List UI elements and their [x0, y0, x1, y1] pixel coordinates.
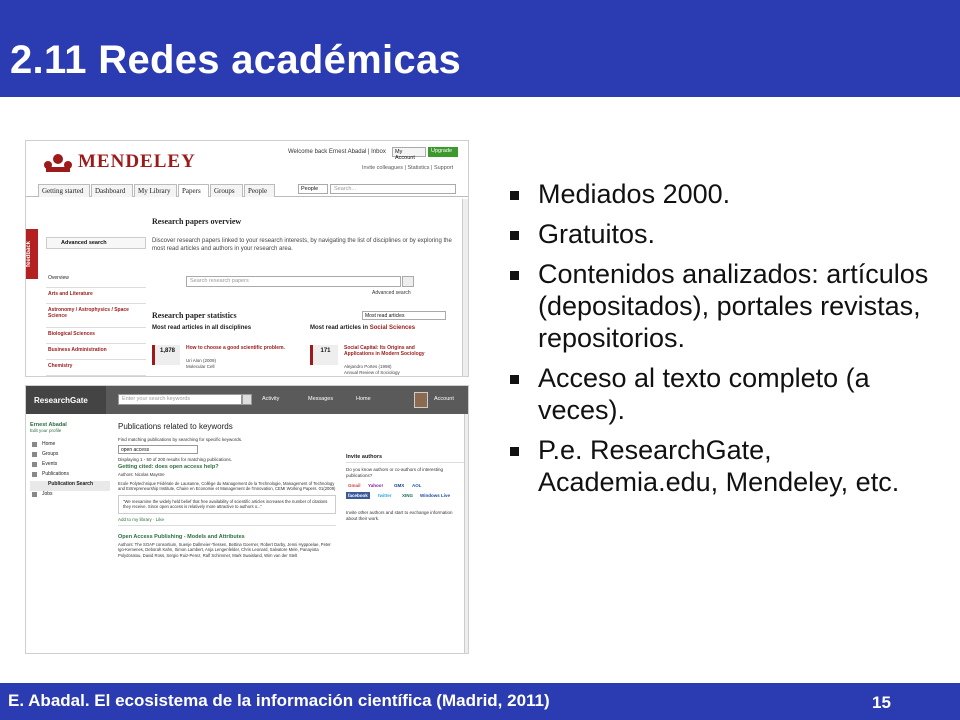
rg-sidebar: [30, 422, 110, 501]
most-read-select[interactable]: Most read articles: [362, 311, 446, 320]
aol-icon[interactable]: AOL: [412, 483, 422, 488]
bullet-marker: [510, 447, 519, 456]
discipline-list: [46, 272, 146, 376]
bullet-text: Acceso al texto completo (a veces).: [538, 363, 870, 425]
advanced-search-link[interactable]: Advanced search: [372, 290, 411, 296]
bullet-marker: [510, 375, 519, 384]
stats-heading: Research paper statistics: [152, 311, 237, 320]
sidebar-item-arts[interactable]: Arts and Literature: [46, 288, 146, 304]
result-title[interactable]: Open Access Publishing - Models and Attributes: [118, 533, 245, 540]
tab-dashboard[interactable]: Dashboard: [91, 184, 133, 197]
title-band: [0, 0, 960, 97]
result-abstract: "We reexamine the widely held belief that free availability of scientific articles increases the number of citations they receive. Since open access is relatively more attractive to authors o...": [118, 495, 336, 514]
gmail-icon[interactable]: Gmail: [348, 483, 361, 488]
nav-activity[interactable]: Activity: [262, 396, 280, 402]
people-select[interactable]: People: [298, 184, 328, 194]
yahoo-icon[interactable]: Yahoo!: [368, 483, 384, 488]
tab-people[interactable]: People: [244, 184, 275, 197]
bullet-item: [508, 434, 948, 498]
page-number: 15: [872, 693, 891, 712]
bullet-item: [508, 362, 948, 426]
upgrade-button[interactable]: Upgrade: [428, 147, 458, 157]
search-icon[interactable]: [242, 394, 252, 405]
col-head-social: [310, 325, 415, 331]
result-title[interactable]: Getting cited: does open access help?: [118, 464, 219, 470]
paper-author: Uri Alon (2009): [186, 358, 217, 363]
search-papers-input[interactable]: Search research papers: [186, 276, 401, 287]
nav-messages[interactable]: Messages: [308, 396, 334, 402]
invite-panel: [346, 454, 464, 525]
paper-title[interactable]: Social Capital: Its Origins and Applications in Modern Sociology: [344, 345, 425, 357]
xing-icon[interactable]: XING: [402, 493, 414, 498]
paper-journal: Molecular Cell: [186, 364, 215, 369]
paper-author: Alejandro Portes (1998): [344, 364, 392, 369]
result-count: Displaying 1 - 50 of 200 results for matching publications.: [118, 457, 233, 462]
read-count: 171: [310, 345, 338, 365]
tab-my-library[interactable]: My Library: [134, 184, 177, 197]
invite-heading: Invite authors: [346, 454, 464, 463]
main-heading: Publications related to keywords: [118, 422, 233, 431]
keyword-input[interactable]: open access: [118, 445, 198, 454]
user-name[interactable]: Ernest Abadal: [30, 422, 67, 428]
researchgate-screenshot: [25, 385, 469, 654]
sidebar-item-biological[interactable]: Biological Sciences: [46, 328, 146, 344]
paper-title[interactable]: How to choose a good scientific problem.: [186, 345, 285, 351]
tab-papers[interactable]: Papers: [178, 184, 209, 197]
sidebar-item-chemistry[interactable]: Chemistry: [46, 360, 146, 376]
sidebar-item-events[interactable]: Events: [30, 461, 110, 471]
footer-band: [0, 683, 960, 720]
invite-links[interactable]: Invite colleagues | Statistics | Support: [362, 165, 454, 171]
welcome-text: Welcome back Ernest Abadal | Inbox: [288, 149, 386, 155]
sidebar-item-astronomy[interactable]: Astronomy / Astrophysics / Space Science: [46, 304, 146, 328]
my-account-select[interactable]: My Account: [392, 147, 426, 157]
scrollbar[interactable]: [462, 199, 469, 377]
windows-live-icon[interactable]: Windows Live: [420, 493, 450, 498]
search-icon[interactable]: [402, 276, 414, 287]
provider-logos: [346, 482, 464, 506]
gmx-icon[interactable]: GMX: [394, 483, 405, 488]
tab-getting-started[interactable]: Getting started: [38, 184, 90, 197]
rg-main: [118, 422, 336, 561]
sidebar-item-publication-search[interactable]: Publication Search: [30, 481, 110, 491]
footer-text: E. Abadal. El ecosistema de la información científica (Madrid, 2011): [8, 691, 550, 710]
mendeley-nav: [26, 181, 469, 197]
bullet-marker: [510, 231, 519, 240]
mendeley-screenshot: [25, 140, 469, 377]
sidebar-item-overview[interactable]: Overview: [46, 272, 146, 288]
bullet-text: P.e. ResearchGate, Academia.edu, Mendeley, etc.: [538, 435, 900, 497]
bullet-item: [508, 258, 948, 354]
advanced-search-box[interactable]: Advanced search: [46, 237, 146, 249]
overview-description: Discover research papers linked to your research interests, by navigating the list of disciplines or by exploring the most read articles and authors in your research area.: [152, 238, 452, 252]
result-actions[interactable]: Add to my library · Like: [118, 517, 336, 526]
rg-topbar: [26, 386, 469, 414]
sidebar-item-groups[interactable]: Groups: [30, 451, 110, 461]
scrollbar[interactable]: [464, 414, 469, 654]
result-authors: Authors: The SOAP consortium, Suenje Dallmeier-Tiessen, Bettina Goerner, Robert Darby, Jenni Hyppoelae, Peter Igo-Kemenes, Deborah Kahn, Simon Lambert, Anja Lengenfelder, Chris Leonard, Salvatore Mele, Panayiota Polydoratou, David Ross, Sergio Ruiz-Perez, Ralf Schimmer, Mark Swaisland, Wim van der Stelt: [118, 541, 331, 558]
col-head-prefix: Most read articles in: [310, 325, 369, 331]
invite-text: Do you know authors or co-authors of interesting publications?: [346, 467, 444, 478]
result-affiliation: Ecole Polytechnique Fédérale de Lausanne, Collège du Management de la Technologie, Management of Technology and Entrepreneurship Institute, Chaire en Economie et Management de l'Innovation, CEMI Working Papers. 01(2009): [118, 480, 336, 491]
mendeley-logo-text: MENDELEY: [78, 151, 196, 172]
main-description: Find matching publications by searching for specific keywords.: [118, 437, 243, 442]
slide-title: 2.11 Redes académicas: [10, 38, 462, 82]
col-head-all: Most read articles in all disciplines: [152, 325, 252, 331]
bullet-text: Contenidos analizados: artículos (depositados), portales revistas, repositorios.: [538, 259, 929, 353]
bullet-text: Mediados 2000.: [538, 179, 731, 209]
nav-account[interactable]: Account: [434, 396, 454, 402]
edit-profile-link[interactable]: Edit your profile: [30, 428, 62, 433]
sidebar-item-publications[interactable]: Publications: [30, 471, 110, 481]
overview-heading: Research papers overview: [152, 217, 242, 226]
rg-logo[interactable]: ResearchGate: [26, 386, 106, 414]
bullet-list: [508, 178, 948, 506]
mendeley-search-input[interactable]: Search...: [330, 184, 456, 194]
tab-groups[interactable]: Groups: [210, 184, 243, 197]
twitter-icon[interactable]: twitter: [378, 493, 392, 498]
bullet-item: [508, 178, 948, 210]
sidebar-item-home[interactable]: Home: [30, 441, 110, 451]
rg-search-input[interactable]: Enter your search keywords: [118, 394, 242, 405]
bullet-item: [508, 218, 948, 250]
bullet-marker: [510, 271, 519, 280]
bullet-text: Gratuitos.: [538, 219, 656, 249]
read-count: 1,878: [152, 345, 180, 365]
invite-text-2: Invite other authors and start to exchange information about their work.: [346, 510, 453, 521]
sidebar-item-jobs[interactable]: Jobs: [30, 491, 110, 501]
sidebar-item-business[interactable]: Business Administration: [46, 344, 146, 360]
facebook-icon[interactable]: facebook: [348, 493, 368, 498]
nav-home[interactable]: Home: [356, 396, 371, 402]
bullet-marker: [510, 191, 519, 200]
col-head-field[interactable]: Social Sciences: [369, 325, 416, 331]
feedback-tab[interactable]: feedback: [26, 229, 38, 279]
mendeley-logo-icon: [42, 151, 74, 173]
paper-journal: Annual Review of Sociology: [344, 370, 400, 375]
avatar[interactable]: [414, 392, 428, 408]
result-authors: Authors: Nicolas Maystre: [118, 472, 165, 477]
